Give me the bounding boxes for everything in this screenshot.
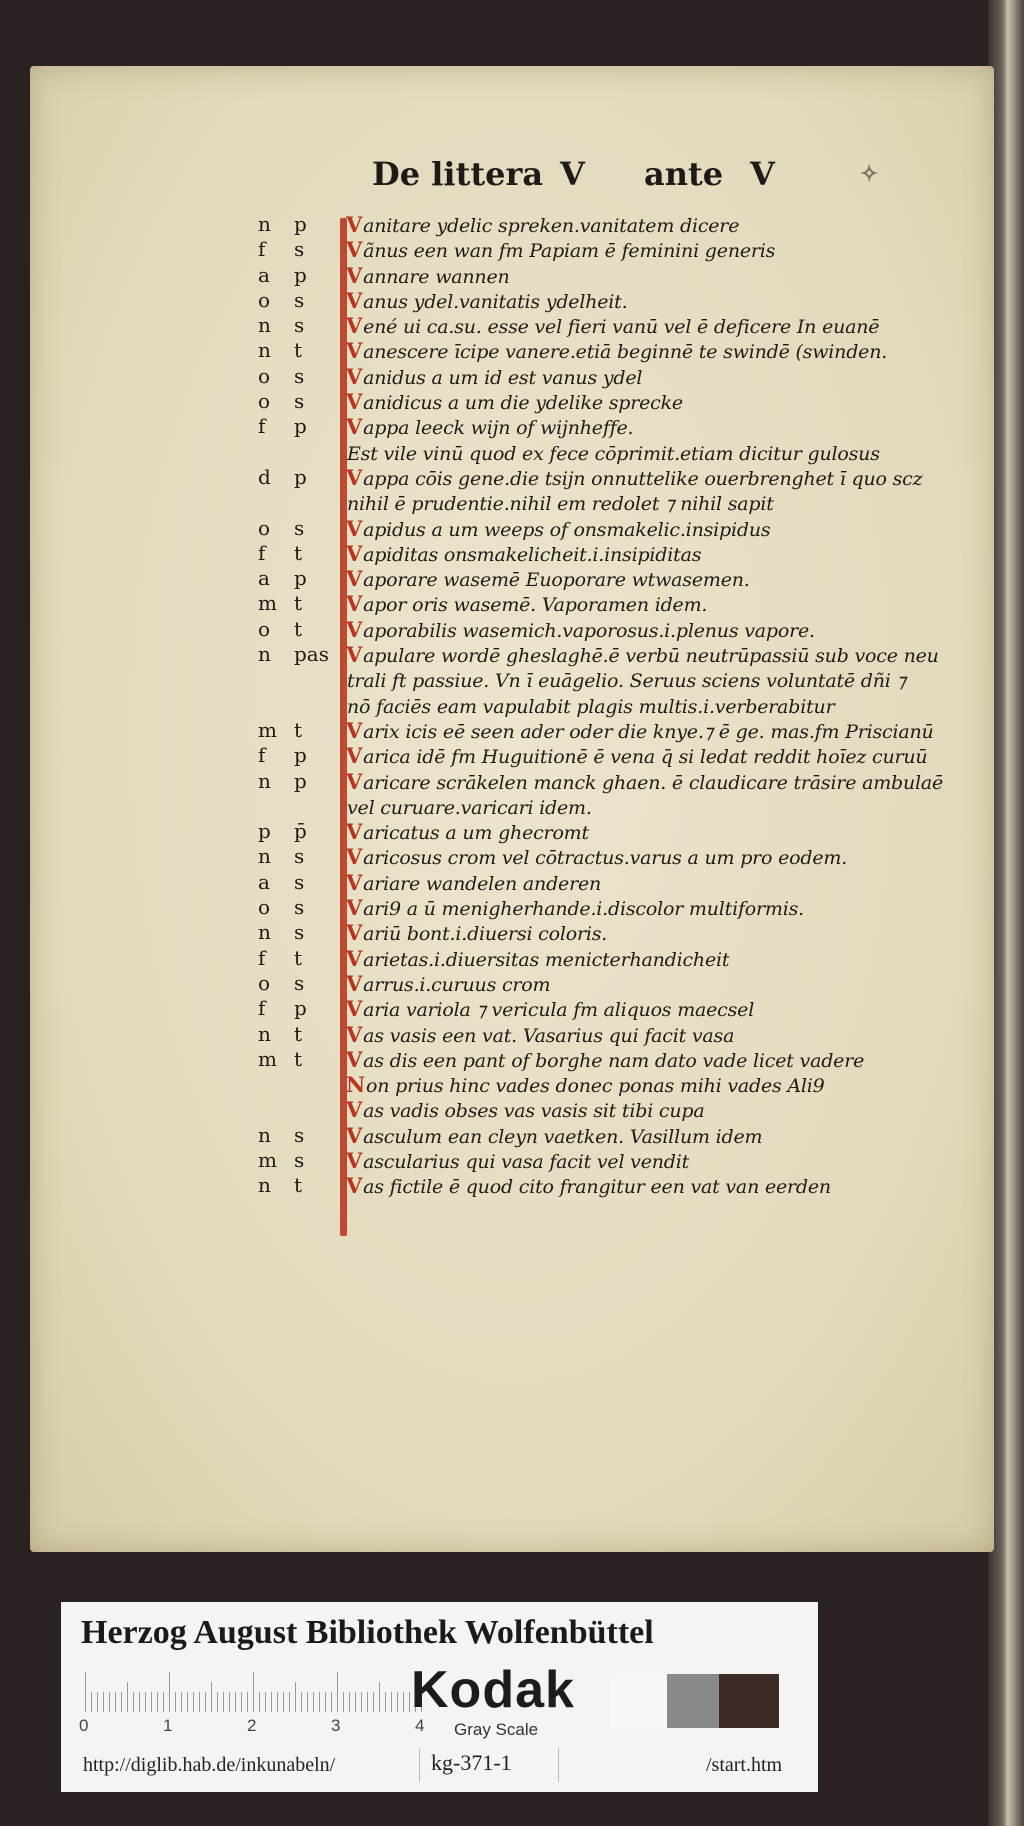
ruler-tick xyxy=(373,1692,374,1712)
declension-mark: t xyxy=(294,540,303,565)
scale-ruler xyxy=(85,1672,435,1716)
rubricated-initial: V xyxy=(346,566,363,592)
gender-mark: o xyxy=(258,616,271,641)
separator xyxy=(419,1748,420,1782)
entry-text xyxy=(346,490,774,515)
entry-text xyxy=(346,895,804,920)
entry-body: anescere īcipe vanere.etiā beginnē te swindē (swinden. xyxy=(363,341,888,364)
ornament-icon: ✧ xyxy=(860,161,879,187)
rubricated-initial: V xyxy=(346,819,363,845)
gender-mark: f xyxy=(258,996,266,1021)
declension-mark: s xyxy=(294,895,305,920)
gender-mark: n xyxy=(258,768,271,793)
url-suffix: /start.htm xyxy=(706,1754,783,1776)
swatch-white xyxy=(609,1674,667,1728)
entry-text xyxy=(346,844,847,869)
declension-mark: s xyxy=(294,515,305,540)
entry-text xyxy=(346,237,775,262)
target-card xyxy=(61,1602,818,1792)
ruler-tick xyxy=(187,1692,188,1712)
entry-body: as fictile ē quod cito frangitur een vat van eerden xyxy=(363,1176,831,1199)
declension-mark: s xyxy=(294,869,305,894)
gender-mark: d xyxy=(258,464,271,489)
ruler-tick xyxy=(121,1692,122,1712)
text-line xyxy=(258,210,938,235)
ruler-tick xyxy=(301,1692,302,1712)
entry-body: trali ft passiue. Vn ī euāgelio. Seruus sciens voluntatē dñi ⁊ xyxy=(347,670,906,693)
ruler-tick xyxy=(307,1692,308,1712)
text-line xyxy=(258,1121,938,1146)
running-head-left: De littera xyxy=(372,155,544,193)
entry-text xyxy=(346,718,934,743)
rubricated-initial: V xyxy=(346,237,363,263)
text-line xyxy=(258,1070,938,1098)
declension-mark: s xyxy=(294,844,305,869)
declension-mark: p xyxy=(294,996,307,1021)
entry-text xyxy=(346,541,701,566)
rubricated-initial: V xyxy=(346,869,363,895)
gray-scale-label: Gray Scale xyxy=(454,1720,539,1739)
ruler-tick xyxy=(109,1692,110,1712)
rubricated-initial: V xyxy=(346,1021,363,1047)
entry-body: apor oris wasemē. Vaporamen idem. xyxy=(363,594,708,617)
gender-mark: f xyxy=(258,414,266,439)
ruler-tick xyxy=(391,1692,392,1712)
ruler-tick xyxy=(295,1682,296,1712)
rubricated-initial: V xyxy=(346,844,363,870)
entry-text xyxy=(346,920,607,945)
declension-mark: p xyxy=(294,414,307,439)
declension-mark: t xyxy=(294,1046,303,1071)
ruler-tick xyxy=(277,1692,278,1712)
entry-text xyxy=(346,516,770,541)
text-line xyxy=(258,311,938,339)
entry-text xyxy=(346,566,750,591)
text-line xyxy=(258,1171,938,1199)
declension-mark: t xyxy=(294,338,303,363)
gender-mark: o xyxy=(258,363,271,388)
entry-text xyxy=(346,946,729,971)
ruler-tick xyxy=(199,1692,200,1712)
ruler-tick xyxy=(397,1692,398,1712)
rubricated-initial: V xyxy=(346,616,363,642)
gender-mark: n xyxy=(258,920,271,945)
declension-mark: s xyxy=(294,363,305,388)
gender-mark: a xyxy=(258,262,270,287)
rubricated-initial: V xyxy=(346,464,363,490)
ruler-tick xyxy=(91,1692,92,1712)
ruler-tick xyxy=(409,1692,410,1712)
gender-mark: p xyxy=(258,819,271,844)
ruler-tick xyxy=(343,1692,344,1712)
entry-text xyxy=(346,617,815,642)
ruler-tick xyxy=(247,1692,248,1712)
text-line xyxy=(258,564,938,592)
entry-text xyxy=(346,1097,704,1122)
text-line xyxy=(258,261,938,286)
ruler-tick xyxy=(97,1692,98,1712)
ruler-tick xyxy=(115,1692,116,1712)
text-line xyxy=(258,944,938,969)
entry-text xyxy=(346,1072,825,1097)
ruler-tick xyxy=(367,1692,368,1712)
declension-mark: s xyxy=(294,287,305,312)
ruler-tick xyxy=(325,1692,326,1712)
text-line xyxy=(258,1020,938,1045)
text-line xyxy=(258,741,938,769)
ruler-tick xyxy=(223,1692,224,1712)
ruler-tick xyxy=(403,1692,404,1712)
text-line xyxy=(258,918,938,946)
entry-text xyxy=(346,313,879,338)
entry-text xyxy=(346,819,589,844)
text-line xyxy=(258,716,938,741)
gender-mark: n xyxy=(258,313,271,338)
text-line xyxy=(258,842,938,870)
entry-text xyxy=(346,414,633,439)
entry-body: arrus.i.curuus crom xyxy=(363,973,551,996)
gender-mark: n xyxy=(258,1122,271,1147)
entry-body: ené ui ca.su. esse vel fieri vanū vel ē deficere In euanē xyxy=(363,316,880,339)
entry-body: aricare scrākelen manck ghaen. ē claudicare trāsire ambulaē xyxy=(363,771,944,794)
text-line xyxy=(258,1045,938,1070)
entry-text xyxy=(346,1148,689,1173)
entry-text xyxy=(346,794,592,819)
declension-mark: p xyxy=(294,566,307,591)
rubricated-initial: V xyxy=(346,363,363,389)
text-line xyxy=(258,767,944,794)
running-head-letter-2: V xyxy=(750,155,775,193)
entry-body: appa cōis gene.die tsijn onnuttelike ouerbrenghet ī quo scz xyxy=(363,467,923,490)
ruler-tick xyxy=(331,1692,332,1712)
ruler-number: 0 xyxy=(79,1716,89,1735)
entry-text xyxy=(346,743,927,768)
gender-mark: m xyxy=(258,1147,277,1172)
rubricated-initial: V xyxy=(346,414,363,440)
rubricated-initial: V xyxy=(346,1046,363,1072)
entry-text xyxy=(346,1022,734,1047)
ruler-tick xyxy=(379,1682,380,1712)
rubricated-initial: V xyxy=(346,313,363,339)
entry-text xyxy=(346,591,707,616)
text-line xyxy=(258,336,938,364)
gender-mark: n xyxy=(258,1173,271,1198)
ruler-tick xyxy=(283,1692,284,1712)
ruler-tick xyxy=(355,1692,356,1712)
ruler-tick xyxy=(139,1692,140,1712)
entry-text xyxy=(346,870,601,895)
ruler-tick xyxy=(319,1692,320,1712)
ruler-tick xyxy=(265,1692,266,1712)
rubricated-initial: V xyxy=(346,212,363,237)
rubricated-initial: V xyxy=(346,743,363,769)
entry-text xyxy=(346,212,739,237)
rubricated-initial: V xyxy=(346,945,363,971)
declension-mark: t xyxy=(294,1021,303,1046)
ruler-tick xyxy=(349,1692,350,1712)
gender-mark: a xyxy=(258,566,270,591)
entry-text xyxy=(346,465,922,490)
gender-mark: f xyxy=(258,743,266,768)
text-line xyxy=(258,362,938,387)
ruler-number: 4 xyxy=(415,1716,425,1735)
swatch-gray xyxy=(667,1674,719,1728)
running-head xyxy=(372,155,892,195)
ruler-tick xyxy=(361,1692,362,1712)
entry-text xyxy=(346,288,627,313)
ruler-tick xyxy=(169,1672,170,1712)
text-line xyxy=(258,463,938,488)
text-line xyxy=(258,488,938,516)
gender-mark: n xyxy=(258,212,271,236)
rubricated-initial: V xyxy=(346,895,363,921)
text-line xyxy=(258,615,938,640)
gender-mark: o xyxy=(258,895,271,920)
entry-text xyxy=(346,667,906,692)
rubricated-initial: V xyxy=(346,338,363,364)
text-line xyxy=(258,539,938,564)
rubricated-initial: V xyxy=(346,717,363,743)
gender-mark: n xyxy=(258,1021,271,1046)
text-line xyxy=(258,893,938,921)
swatch-dark xyxy=(719,1674,779,1728)
entry-body: on prius hinc vades donec ponas mihi vades Ali9 xyxy=(366,1075,825,1098)
rubricated-initial: V xyxy=(346,540,363,566)
gender-mark: m xyxy=(258,717,277,742)
declension-mark: t xyxy=(294,717,303,742)
text-line xyxy=(258,286,938,311)
text-line xyxy=(258,665,938,693)
text-line xyxy=(258,235,938,263)
separator xyxy=(558,1748,559,1782)
text-line xyxy=(258,514,938,539)
entry-body: apiditas onsmakelicheit.i.insipiditas xyxy=(363,543,702,566)
entry-body: ariū bont.i.diuersi coloris. xyxy=(363,923,608,946)
source-url: http://diglib.hab.de/inkunabeln/ xyxy=(83,1754,336,1776)
entry-body: aria variola ⁊ vericula fm aliquos maecsel xyxy=(363,999,755,1022)
declension-mark: s xyxy=(294,237,305,262)
gender-mark: n xyxy=(258,844,271,869)
library-title: Herzog August Bibliothek Wolfenbüttel xyxy=(81,1614,654,1651)
entry-text xyxy=(346,642,939,667)
gender-mark: m xyxy=(258,591,277,616)
entry-text xyxy=(346,769,943,794)
entry-body: anidus a um id est vanus ydel xyxy=(363,366,643,389)
rubricated-initial: V xyxy=(346,591,363,617)
declension-mark: t xyxy=(294,1173,303,1198)
rubricated-initial: V xyxy=(346,768,363,794)
rubricated-initial: V xyxy=(346,920,363,946)
gender-mark: n xyxy=(258,338,271,363)
rubricated-initial: V xyxy=(346,970,363,996)
text-line xyxy=(258,817,938,845)
text-line xyxy=(258,589,938,617)
rubricated-initial: V xyxy=(346,996,363,1022)
ruler-tick xyxy=(193,1692,194,1712)
ruler-tick xyxy=(259,1692,260,1712)
gender-mark: a xyxy=(258,869,270,894)
entry-body: asculum ean cleyn vaetken. Vasillum idem xyxy=(363,1125,763,1148)
entry-body: appa leeck wijn of wijnheffe. xyxy=(363,417,634,440)
text-line xyxy=(258,1095,938,1123)
rubricated-initial: N xyxy=(346,1072,365,1098)
entry-text xyxy=(346,263,510,288)
entry-body: as vadis obses vas vasis sit tibi cupa xyxy=(363,1100,705,1123)
text-block xyxy=(258,210,944,1199)
rubricated-initial: V xyxy=(346,389,363,415)
entry-text xyxy=(346,364,642,389)
declension-mark: p xyxy=(294,743,307,768)
gender-mark: f xyxy=(258,237,266,262)
entry-body: aporare wasemē Euoporare wtwasemen. xyxy=(363,569,750,592)
entry-text xyxy=(346,1047,864,1072)
entry-body: arietas.i.diuersitas menicterhandicheit xyxy=(363,948,730,971)
ruler-tick xyxy=(163,1692,164,1712)
entry-body: as dis een pant of borghe nam dato vade licet vadere xyxy=(363,1049,865,1072)
running-head-ante: ante xyxy=(644,155,724,193)
gender-mark: m xyxy=(258,1046,277,1071)
declension-mark: s xyxy=(294,970,305,995)
ruler-tick xyxy=(253,1672,254,1712)
ruler-tick xyxy=(133,1692,134,1712)
gender-mark: o xyxy=(258,970,271,995)
declension-mark: s xyxy=(294,389,305,414)
text-line xyxy=(258,969,938,994)
entry-body: ãnus een wan fm Papiam ē feminini generis xyxy=(363,240,776,263)
ruler-tick xyxy=(145,1692,146,1712)
entry-body: annare wannen xyxy=(363,265,510,288)
rubricated-initial: V xyxy=(346,1173,363,1199)
declension-mark: p̄ xyxy=(294,819,307,844)
gender-mark: f xyxy=(258,945,266,970)
ruler-number: 2 xyxy=(247,1716,257,1735)
gender-mark: o xyxy=(258,389,271,414)
gender-mark: o xyxy=(258,515,271,540)
rubricated-initial: V xyxy=(346,642,363,668)
kodak-logo: Kodak xyxy=(411,1661,575,1719)
rubricated-initial: V xyxy=(346,1147,363,1173)
declension-mark: s xyxy=(294,313,305,338)
declension-mark: p xyxy=(294,212,307,236)
entry-text xyxy=(346,1173,831,1198)
ruler-numbers xyxy=(79,1716,439,1740)
declension-mark: t xyxy=(294,591,303,616)
entry-body: vel curuare.varicari idem. xyxy=(347,796,592,819)
ruler-number: 1 xyxy=(163,1716,173,1735)
declension-mark: p xyxy=(294,262,307,287)
ruler-tick xyxy=(205,1692,206,1712)
entry-body: arica idē fm Huguitionē ē vena q̄ si ledat reddit hoīez curuū xyxy=(363,746,928,769)
declension-mark: t xyxy=(294,616,303,641)
ruler-tick xyxy=(175,1692,176,1712)
entry-text xyxy=(346,440,880,465)
ruler-tick xyxy=(181,1692,182,1712)
declension-mark: t xyxy=(294,945,303,970)
entry-text xyxy=(346,389,683,414)
entry-body: nihil ē prudentie.nihil em redolet ⁊ nihil sapit xyxy=(347,493,774,516)
ruler-tick xyxy=(151,1692,152,1712)
entry-body: arix icis eē seen ader oder die knye.⁊ ē ge. mas.fm Priscianū xyxy=(363,720,934,743)
text-line xyxy=(258,387,938,415)
entry-body: aricatus a um ghecromt xyxy=(363,822,589,845)
ruler-tick xyxy=(337,1672,338,1712)
entry-body: apulare wordē gheslaghē.ē verbū neutrūpassiū sub voce neu xyxy=(363,645,939,668)
entry-body: aporabilis wasemich.vaporosus.i.plenus vapore. xyxy=(363,619,815,642)
entry-body: ari9 a ū menigherhande.i.discolor multiformis. xyxy=(363,898,805,921)
ruler-tick xyxy=(313,1692,314,1712)
rubricated-initial: V xyxy=(346,1097,363,1123)
text-line xyxy=(258,868,938,893)
entry-text xyxy=(346,996,754,1021)
text-line xyxy=(258,640,939,668)
running-head-letter: V xyxy=(560,155,585,193)
rubricated-initial: V xyxy=(346,287,363,313)
entry-body: aricosus crom vel cōtractus.varus a um pro eodem. xyxy=(363,847,848,870)
shelfmark-id: kg-371-1 xyxy=(431,1750,512,1775)
ruler-tick xyxy=(211,1682,212,1712)
text-line xyxy=(258,438,938,463)
rubricated-initial: V xyxy=(346,515,363,541)
text-line xyxy=(258,792,938,817)
text-line xyxy=(258,1146,938,1171)
text-line xyxy=(258,412,938,440)
entry-body: Est vile vinū quod ex fece cōprimit.etiam dicitur gulosus xyxy=(347,442,880,465)
gender-mark: f xyxy=(258,540,266,565)
ruler-tick xyxy=(235,1692,236,1712)
ruler-tick xyxy=(229,1692,230,1712)
ruler-tick xyxy=(271,1692,272,1712)
ruler-tick xyxy=(85,1672,86,1712)
text-line xyxy=(258,994,938,1022)
entry-text xyxy=(346,338,887,363)
ruler-tick xyxy=(103,1692,104,1712)
ruler-tick xyxy=(289,1692,290,1712)
declension-mark: p xyxy=(294,768,307,793)
entry-body: anitare ydelic spreken.vanitatem dicere xyxy=(363,215,740,237)
text-line xyxy=(258,691,938,716)
entry-text xyxy=(346,971,550,996)
ruler-tick xyxy=(127,1682,128,1712)
ruler-tick xyxy=(217,1692,218,1712)
ruler-tick xyxy=(385,1692,386,1712)
entry-body: ariare wandelen anderen xyxy=(363,872,602,895)
rubricated-initial: V xyxy=(346,262,363,288)
entry-text xyxy=(346,1123,762,1148)
declension-mark: s xyxy=(294,1147,305,1172)
entry-text xyxy=(346,693,834,718)
declension-mark: pas xyxy=(294,642,329,667)
gender-mark: o xyxy=(258,287,271,312)
declension-mark: p xyxy=(294,464,307,489)
entry-body: ascularius qui vasa facit vel vendit xyxy=(363,1150,690,1173)
entry-body: anus ydel.vanitatis ydelheit. xyxy=(363,290,628,313)
declension-mark: s xyxy=(294,1122,305,1147)
ruler-tick xyxy=(241,1692,242,1712)
rubricated-initial: V xyxy=(346,1122,363,1148)
entry-body: anidicus a um die ydelike sprecke xyxy=(363,392,683,415)
entry-body: as vasis een vat. Vasarius qui facit vasa xyxy=(363,1024,735,1047)
entry-body: nō faciēs eam vapulabit plagis multis.i.verberabitur xyxy=(347,695,835,718)
ruler-number: 3 xyxy=(331,1716,341,1735)
gender-mark: n xyxy=(258,642,271,667)
entry-body: apidus a um weeps of onsmakelic.insipidus xyxy=(363,518,771,541)
declension-mark: s xyxy=(294,920,305,945)
ruler-tick xyxy=(157,1692,158,1712)
